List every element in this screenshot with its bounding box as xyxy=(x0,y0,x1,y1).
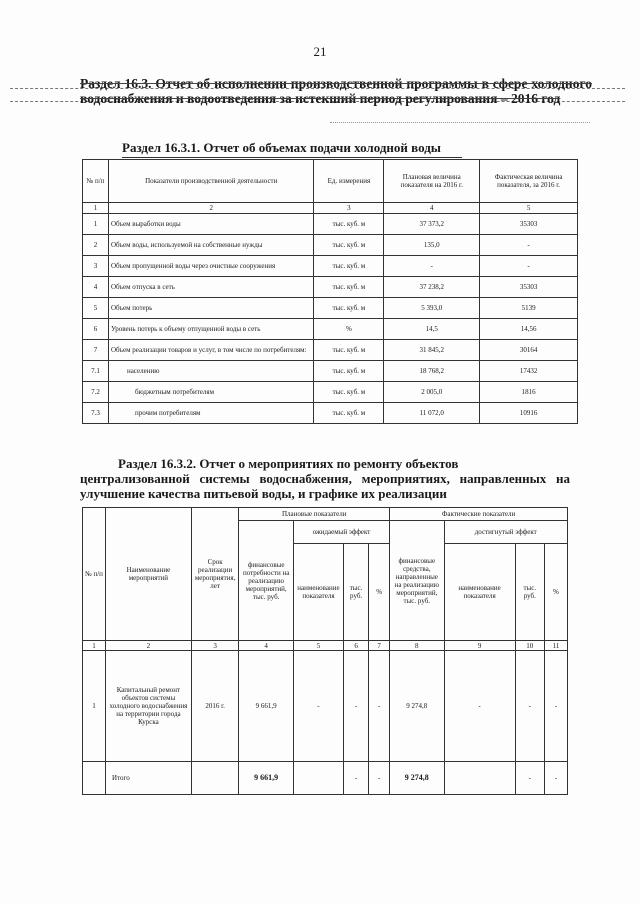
total-row xyxy=(83,762,568,795)
row-number: 2 xyxy=(83,235,109,256)
row-name: Объем выработки воды xyxy=(108,214,314,235)
header-fact-indicator: наименование показателя xyxy=(444,544,515,641)
row-plan-rub: - xyxy=(344,651,369,762)
total-plan-pct: - xyxy=(369,762,390,795)
row-unit: тыс. куб. м xyxy=(314,277,384,298)
row-fact: 5139 xyxy=(480,298,578,319)
table-row xyxy=(83,403,578,424)
row-number: 1 xyxy=(83,651,106,762)
row-unit: тыс. куб. м xyxy=(314,361,384,382)
col-number: 2 xyxy=(108,203,314,214)
section-title xyxy=(80,76,592,106)
row-term: 2016 г. xyxy=(191,651,239,762)
header-measure-name: Наименование мероприятий xyxy=(106,508,192,641)
table-row xyxy=(83,298,578,319)
row-fact-finance: 9 274,8 xyxy=(390,651,444,762)
header-plan-pct: % xyxy=(369,544,390,641)
scan-dots xyxy=(330,122,590,123)
row-measure-name: Капитальный ремонт объектов системы холодного водоснабжения на территории города Курска xyxy=(106,651,192,762)
row-number: 7.3 xyxy=(83,403,109,424)
header-term: Срок реализации мероприятия, лет xyxy=(191,508,239,641)
col-number: 1 xyxy=(83,641,106,651)
row-plan: 18 768,2 xyxy=(384,361,480,382)
row-plan: - xyxy=(384,256,480,277)
row-number: 7 xyxy=(83,340,109,361)
row-plan-finance: 9 661,9 xyxy=(239,651,293,762)
col-number: 8 xyxy=(390,641,444,651)
row-unit: тыс. куб. м xyxy=(314,235,384,256)
row-plan: 5 393,0 xyxy=(384,298,480,319)
header-plan-indicator: наименование показателя xyxy=(293,544,343,641)
row-name: Объем потерь xyxy=(108,298,314,319)
header-plan: Плановая величина показателя на 2016 г. xyxy=(384,160,480,203)
total-plan-finance: 9 661,9 xyxy=(239,762,293,795)
row-name: Объем реализации товаров и услуг, в том числе по потребителям: xyxy=(108,340,314,361)
total-fact-indicator xyxy=(444,762,515,795)
col-number: 5 xyxy=(293,641,343,651)
row-fact: 1816 xyxy=(480,382,578,403)
table-row xyxy=(83,340,578,361)
row-name: Объем пропущенной воды через очистные сооружения xyxy=(108,256,314,277)
col-number: 3 xyxy=(191,641,239,651)
col-number: 3 xyxy=(314,203,384,214)
subsection2-title xyxy=(80,456,570,501)
row-fact: - xyxy=(480,256,578,277)
page-number: 21 xyxy=(313,44,327,59)
col-number: 10 xyxy=(515,641,544,651)
table-row xyxy=(83,361,578,382)
table-row xyxy=(83,256,578,277)
header-unit: Ед. измерения xyxy=(314,160,384,203)
header-fact-finance: финансовые средства, направленные на реализацию мероприятий, тыс. руб. xyxy=(390,521,444,641)
header-indicator: Показатели производственной деятельности xyxy=(108,160,314,203)
total-term xyxy=(191,762,239,795)
row-unit: тыс. куб. м xyxy=(314,256,384,277)
row-number: 1 xyxy=(83,214,109,235)
row-fact: 35303 xyxy=(480,277,578,298)
row-fact-pct: - xyxy=(544,651,567,762)
row-number: 7.1 xyxy=(83,361,109,382)
row-unit: тыс. куб. м xyxy=(314,298,384,319)
subsection1-underline xyxy=(122,157,462,158)
subsection1-title: Раздел 16.3.1. Отчет об объемах подачи холодной воды xyxy=(122,140,441,155)
row-name: бюджетным потребителям xyxy=(108,382,314,403)
row-number: 6 xyxy=(83,319,109,340)
row-plan: 11 072,0 xyxy=(384,403,480,424)
col-number: 1 xyxy=(83,203,109,214)
col-number: 5 xyxy=(480,203,578,214)
row-fact: 30164 xyxy=(480,340,578,361)
total-n xyxy=(83,762,106,795)
row-number: 4 xyxy=(83,277,109,298)
table-row xyxy=(83,214,578,235)
header-actual: Фактические показатели xyxy=(390,508,568,521)
col-number: 7 xyxy=(369,641,390,651)
subsection2-title-rest: централизованной системы водоснабжения, мероприятиях, направленных на улучшение качества питьевой воды, и графике их реализации xyxy=(80,471,570,501)
col-number: 11 xyxy=(544,641,567,651)
row-name: прочим потребителям xyxy=(108,403,314,424)
row-plan-pct: - xyxy=(369,651,390,762)
row-fact-indicator: - xyxy=(444,651,515,762)
header-plan-rub: тыс. руб. xyxy=(344,544,369,641)
col-number: 9 xyxy=(444,641,515,651)
row-unit: тыс. куб. м xyxy=(314,214,384,235)
row-name: населению xyxy=(108,361,314,382)
row-fact: 10916 xyxy=(480,403,578,424)
row-plan: 135,0 xyxy=(384,235,480,256)
row-fact: 14,56 xyxy=(480,319,578,340)
row-number: 5 xyxy=(83,298,109,319)
total-fact-finance: 9 274,8 xyxy=(390,762,444,795)
row-plan: 31 845,2 xyxy=(384,340,480,361)
header-fact-rub: тыс. руб. xyxy=(515,544,544,641)
total-fact-rub: - xyxy=(515,762,544,795)
table-row xyxy=(83,319,578,340)
header-fact-pct: % xyxy=(544,544,567,641)
header-achieved-effect: достигнутый эффект xyxy=(444,521,568,544)
header-planned: Плановые показатели xyxy=(239,508,390,521)
total-fact-pct: - xyxy=(544,762,567,795)
header-n: № п/п xyxy=(83,508,106,641)
header-n: № п/п xyxy=(83,160,109,203)
row-fact-rub: - xyxy=(515,651,544,762)
total-label: Итого xyxy=(106,762,192,795)
col-number: 4 xyxy=(239,641,293,651)
total-plan-rub: - xyxy=(344,762,369,795)
col-number: 4 xyxy=(384,203,480,214)
row-name: Уровень потерь к объему отпущенной воды в сеть xyxy=(108,319,314,340)
header-expected-effect: ожидаемый эффект xyxy=(293,521,389,544)
table-row xyxy=(83,235,578,256)
row-unit: тыс. куб. м xyxy=(314,403,384,424)
subsection2-title-line1: Раздел 16.3.2. Отчет о мероприятиях по ремонту объектов xyxy=(118,456,459,471)
header-fact: Фактическая величина показателя, за 2016 г. xyxy=(480,160,578,203)
row-number: 3 xyxy=(83,256,109,277)
row-plan: 37 373,2 xyxy=(384,214,480,235)
row-name: Объем отпуска в сеть xyxy=(108,277,314,298)
water-volume-table xyxy=(82,159,578,424)
row-plan: 14,5 xyxy=(384,319,480,340)
table-row xyxy=(83,382,578,403)
col-number: 6 xyxy=(344,641,369,651)
row-plan: 37 238,2 xyxy=(384,277,480,298)
row-unit: % xyxy=(314,319,384,340)
row-plan-indicator: - xyxy=(293,651,343,762)
total-plan-indicator xyxy=(293,762,343,795)
row-name: Объем воды, используемой на собственные нужды xyxy=(108,235,314,256)
row-fact: 35303 xyxy=(480,214,578,235)
repair-measures-table xyxy=(82,507,568,795)
row-fact: - xyxy=(480,235,578,256)
row-fact: 17432 xyxy=(480,361,578,382)
header-plan-finance: финансовые потребности на реализацию мероприятий, тыс. руб. xyxy=(239,521,293,641)
section-title-text: Раздел 16.3. Отчет об исполнении производственной программы в сфере холодного водоснабжения и водоотведения за истекший период регулирования – 2016 год xyxy=(80,76,592,106)
col-number: 2 xyxy=(106,641,192,651)
row-unit: тыс. куб. м xyxy=(314,340,384,361)
row-number: 7.2 xyxy=(83,382,109,403)
table-row xyxy=(83,277,578,298)
row-plan: 2 005,0 xyxy=(384,382,480,403)
row-unit: тыс. куб. м xyxy=(314,382,384,403)
table-row xyxy=(83,651,568,762)
